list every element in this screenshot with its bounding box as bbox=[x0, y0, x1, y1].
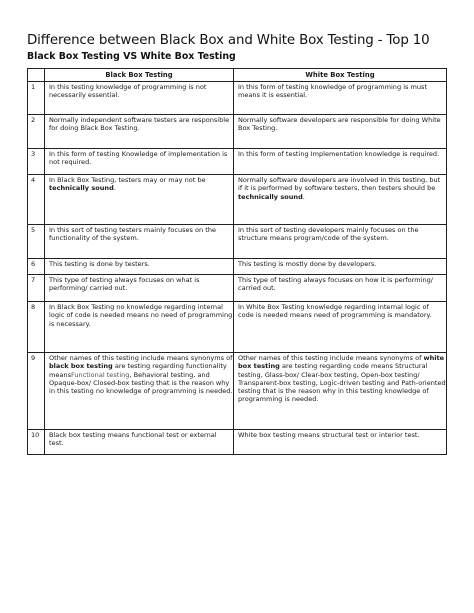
table-row bbox=[28, 225, 447, 259]
white-box-cell: Normally software developers are involved in this testing, but if it is performed by software testers, then testers should be technically sound. bbox=[234, 175, 447, 225]
row-number: 3 bbox=[28, 149, 45, 175]
table-row bbox=[28, 302, 447, 353]
row-number: 4 bbox=[28, 175, 45, 225]
header-number bbox=[28, 69, 45, 82]
black-box-cell: In this testing knowledge of programming is not necessarily essential. bbox=[45, 82, 234, 115]
header-white-box: White Box Testing bbox=[234, 69, 447, 82]
row-number: 5 bbox=[28, 225, 45, 259]
comparison-table bbox=[27, 68, 447, 455]
black-box-cell: In this form of testing Knowledge of implementation is not required. bbox=[45, 149, 234, 175]
row-number: 1 bbox=[28, 82, 45, 115]
table-row bbox=[28, 115, 447, 149]
black-box-cell: This type of testing always focuses on what is performing/ carried out. bbox=[45, 275, 234, 302]
row-number: 6 bbox=[28, 259, 45, 275]
black-box-cell: Other names of this testing include means synonyms of black box testing are testing regarding functionality meansFunctional testing, Behavioral testing, and Opaque-box/ Closed-box testing that is the reason why in this testing no knowledge of programming is needed. bbox=[45, 353, 234, 430]
row-number: 2 bbox=[28, 115, 45, 149]
white-box-cell: In this form of testing knowledge of programming is must means it is essential. bbox=[234, 82, 447, 115]
row-number: 8 bbox=[28, 302, 45, 353]
white-box-cell: Normally software developers are responsible for doing White Box Testing. bbox=[234, 115, 447, 149]
table-row bbox=[28, 82, 447, 115]
white-box-cell: In this form of testing Implementation knowledge is required. bbox=[234, 149, 447, 175]
row-number: 7 bbox=[28, 275, 45, 302]
black-box-cell: In this sort of testing testers mainly focuses on the functionality of the system. bbox=[45, 225, 234, 259]
row-number: 9 bbox=[28, 353, 45, 430]
page-subtitle: Black Box Testing VS White Box Testing bbox=[27, 51, 236, 62]
table-header-row bbox=[28, 69, 447, 82]
black-box-cell: Black box testing means functional test or external test. bbox=[45, 430, 234, 455]
table-row bbox=[28, 430, 447, 455]
table-row bbox=[28, 149, 447, 175]
black-box-cell: This testing is done by testers. bbox=[45, 259, 234, 275]
page-title: Difference between Black Box and White Box Testing - Top 10 bbox=[27, 33, 430, 48]
table-row bbox=[28, 353, 447, 430]
white-box-cell: In White Box Testing knowledge regarding internal logic of code is needed means need of programming is mandatory. bbox=[234, 302, 447, 353]
black-box-cell: In Black Box Testing, testers may or may not be technically sound. bbox=[45, 175, 234, 225]
header-black-box: Black Box Testing bbox=[45, 69, 234, 82]
white-box-cell: In this sort of testing developers mainly focuses on the structure means program/code of the system. bbox=[234, 225, 447, 259]
table-row bbox=[28, 175, 447, 225]
white-box-cell: Other names of this testing include means synonyms of white box testing are testing regarding code means Structural testing, Glass-box/ Clear-box testing, Open-box testing/ Transparent-box testing, Logic-driven testing and Path-oriented testing that is the reason why in this testing knowledge of programming is needed. bbox=[234, 353, 447, 430]
black-box-cell: In Black Box Testing no knowledge regarding internal logic of code is needed means no need of programming is necessary. bbox=[45, 302, 234, 353]
white-box-cell: White box testing means structural test or interior test. bbox=[234, 430, 447, 455]
white-box-cell: This type of testing always focuses on how it is performing/ carried out. bbox=[234, 275, 447, 302]
row-number: 10 bbox=[28, 430, 45, 455]
table-row bbox=[28, 259, 447, 275]
black-box-cell: Normally independent software testers are responsible for doing Black Box Testing. bbox=[45, 115, 234, 149]
table-row bbox=[28, 275, 447, 302]
white-box-cell: This testing is mostly done by developers. bbox=[234, 259, 447, 275]
